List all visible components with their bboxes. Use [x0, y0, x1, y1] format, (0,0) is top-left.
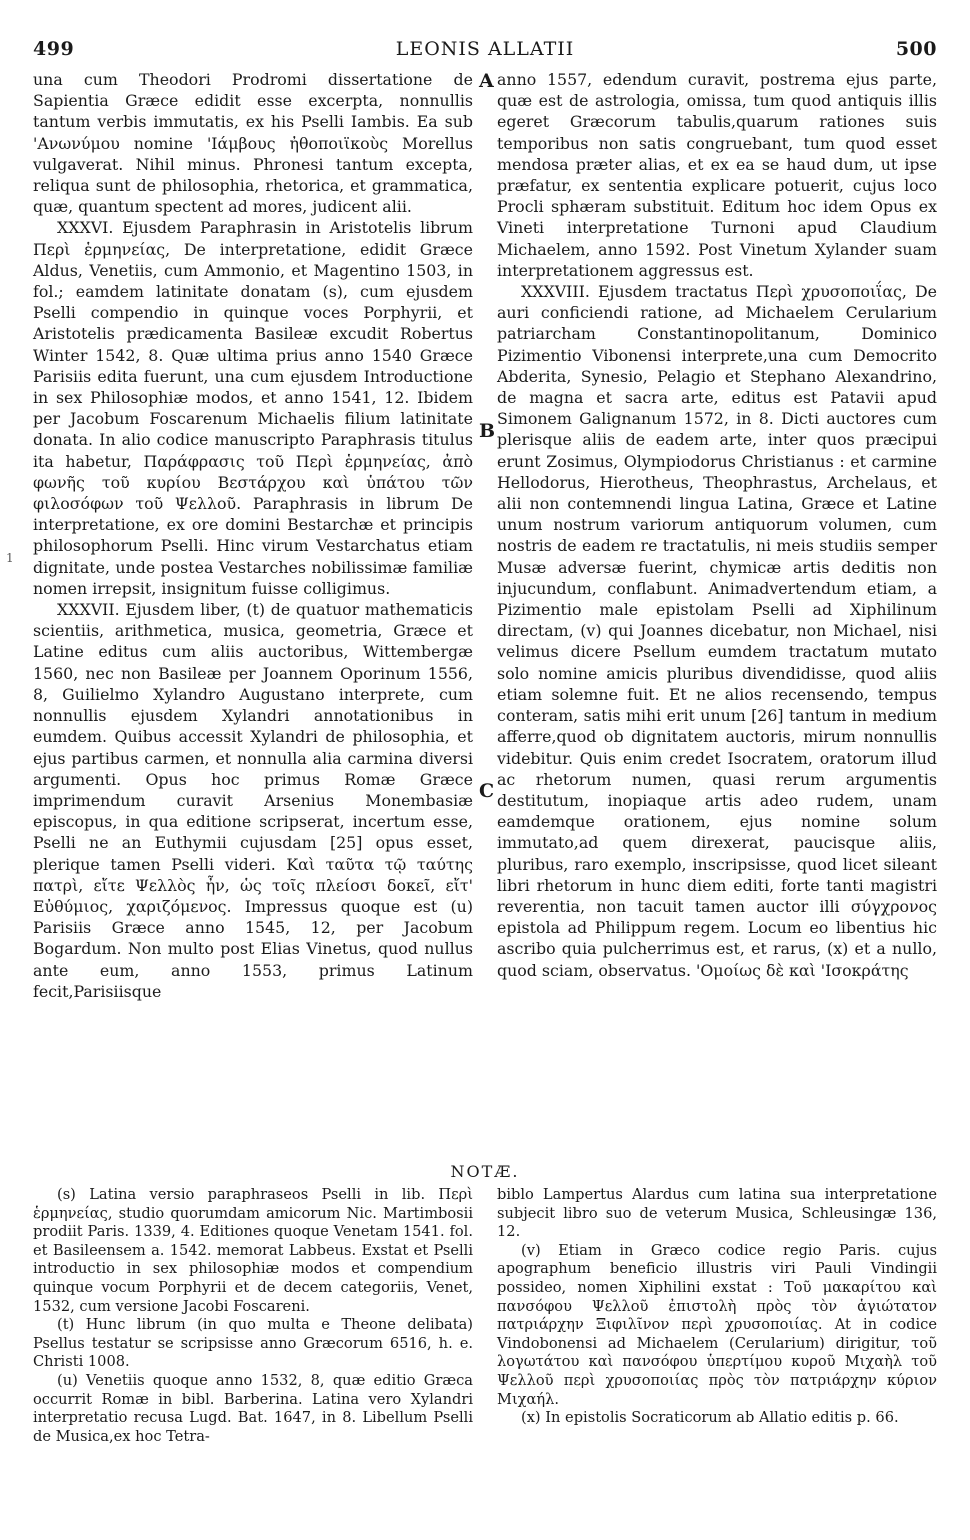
footnote-s: (s) Latina versio paraphraseos Pselli in lib. Περὶ ἑρμηνείας, studio quorumdam amicorum Nic. Martimbosii prodiit Paris. 1339, 4. Editiones quoque Venetam 1541. fol. et Basileensem a. 1542. memorat Labbeus. Exstat et Pselli introductio in sex philosophiæ modos et compendium quinque vocum Porphyrii et de decem categoriis, Venet, 1532, cum versione Jacobi Foscareni.	[33, 1186, 473, 1315]
footnote-v: (v) Etiam in Græco codice regio Paris. cujus apographum beneficio illustris viri Pauli Vindingii possideo, nomen Xiphilini exstat : Τοῦ μακαρίτου καὶ πανσόφου Ψελλοῦ ἐπιστολὴ πρὸς τὸν ἁγιώτατον πατριάρχην Ξιφιλῖνον περὶ χρυσοποιίας. At in codice Vindobonensi ad Michaelem (Cerularium) dirigitur, τοῦ λογωτάτου καὶ πανσόφου ὑπερτίμου κυροῦ Μιχαὴλ τοῦ Ψελλοῦ περὶ χρυσοποιίας πρὸς τὸν πατριάρχην κύριον Μιχαήλ.	[497, 1241, 937, 1408]
paragraph-continuation-right: anno 1557, edendum curavit, postrema ejus parte, quæ est de astrologia, omissa, tum quod antiquis illis egeret Græcorum tabulis,quarum rationes suis temporibus non satis congruebant, tum quod esset mendosa præter alias, et ex ea se haud dum, ut ipse præfatur, ex sententia explicare potuerit, cujus loco Procli sphæram substituit. Editum hoc idem Opus ex Vineti interpretatione Turnoni apud Claudium Michaelem, anno 1592. Post Vinetum Xylander suam interpretationem aggressus est.	[497, 70, 937, 280]
footnote-x: (x) In epistolis Socraticorum ab Allatio editis p. 66.	[521, 1409, 899, 1427]
section-marker-c: C	[479, 780, 495, 802]
footnote-u: (u) Venetiis quoque anno 1532, 8, quæ editio Græca occurrit Romæ in bibl. Barberina. Latina vero Xylandri interpretatio recusa Lugd. Bat. 1647, in 8. Libellum Pselli de Musica,ex hoc Tetra-	[33, 1371, 473, 1445]
left-column	[33, 69, 473, 1002]
footnote-u-continued: biblo Lampertus Alardus cum latina sua interpretatione subjecit libro suo de veterum Musica, Schleusingæ 136, 12.	[497, 1186, 937, 1241]
margin-note: 1	[6, 551, 14, 565]
section-marker-b: B	[479, 420, 496, 442]
running-title: LEONIS ALLATII	[395, 38, 575, 60]
paragraph-xxxvii: XXXVII. Ejusdem liber, (t) de quatuor mathematicis scientiis, arithmetica, musica, geometria, Græce et Latine editus cum aliis auctoribus, Wittembergæ 1560, nec non Basileæ per Joannem Oporinum 1556, 8, Guilielmo Xylandro Augustano interprete, cum nonnullis ejusdem Xylandri annotationibus in eumdem. Quibus accessit Xylandri de philosophia, et ejus partibus carmen, et nonnulla alia carmina diversi argumenti. Opus hoc primus Romæ Græce imprimendum curavit Arsenius Monembasiæ episcopus, in qua editione scripserat, incertum esse, Pselli ne an Euthymii cujusdam [25] opus esset, plerique tamen Pselli videri. Καὶ ταῦτα τῷ ταύτης πατρὶ, εἴτε Ψελλὸς ἦν, ὡς τοῖς πλείοσι δοκεῖ, εἴτ' Εὐθύμιος, χαριζόμενος. Impressus quoque est (u) Parisiis Græce anno 1545, 12, per Jacobum Bogardum. Non multo post Elias Vinetus, quod nullus ante eum, anno 1553, primus Latinum fecit,Parisiisque	[33, 600, 473, 1001]
paragraph-continuation: una cum Theodori Prodromi dissertatione de Sapientia Græce edidit esse excerpta, nonnullis tantum verbis immutatis, ex his Pselli Iambis. Ea sub 'Ανωνύμου nomine 'Ιάμβους ἠθοποιϊκοὺς Morellus vulgaverat. Nihil minus. Phronesi tantum excepta, reliqua sunt de philosophia, rhetorica, et grammatica, quæ, quantum spectent ad mores, judicent alii.	[33, 70, 473, 217]
section-marker-a: A	[479, 70, 494, 92]
page-number-right: 500	[895, 38, 937, 60]
footnote-t: (t) Hunc librum (in quo multa e Theone delibata) Psellus testatur se scripsisse anno Græcorum 6516, h. e. Christi 1008.	[33, 1316, 473, 1371]
right-column	[497, 69, 937, 981]
paragraph-xxxvi: XXXVI. Ejusdem Paraphrasin in Aristotelis librum Περὶ ἑρμηνείας, De interpretatione, edidit Græce Aldus, Venetiis, cum Ammonio, et Magentino 1503, in fol.; eamdem latinitate donatam (s), cum ejusdem Pselli compendio in quinque voces Porphyrii, et Aristotelis prædicamenta Basileæ excudit Robertus Winter 1542, 8. Quæ ultima prius anno 1540 Græce Parisiis edita fuerunt, una cum ejusdem Introductione in sex Philosophiæ modos, et anno 1541, 12. Ibidem per Jacobum Foscarenum Michaelis filium latinitate donata. In alio codice manuscripto Paraphrasis titulus ita habetur, Παράφρασις τοῦ Περὶ ἑρμηνείας, ἀπὸ φωνῆς τοῦ κυρίου Βεστάρχου καὶ ὑπάτου τῶν φιλοσόφων τοῦ Ψελλοῦ. Paraphrasis in librum De interpretatione, ex ore domini Bestarchæ et principis philosophorum Pselli. Hinc virum Vestarchatus etiam dignitate, unde postea Vestarches nobilissimæ familiæ nomen irrepsit, insignitum fuisse colligimus.	[33, 218, 473, 598]
paragraph-xxxviii: XXXVIII. Ejusdem tractatus Περὶ χρυσοποιΐας, De auri conficiendi ratione, ad Michaelem Cerularium patriarcham Constantinopolitanum, Dominico Pizimentio Vibonensi interprete,una cum Democrito Abderita, Synesio, Pelagio et Stephano Alexandrino, de magna et sacra arte, editus est Patavii apud Simonem Galignanum 1572, in 8. Dicti auctores cum plerisque aliis de eadem arte, inter quos præcipui erunt Zosimus, Olympiodorus Christianus : et carmine Hellodorus, Hierotheus, Theophrastus, Archelaus, et alii non contemnendi lingua Latina, Græce et Latine unum nostrum variorum antiquorum volumen, cum nostris de eadem re tractatulis, ni meis studiis semper Musæ adversæ fuerint, chymicæ artis deditis non injucundum, conflabunt. Animadvertendum etiam, a Pizimentio male epistolam Pselli ad Xiphilinum directam, (v) qui Joannes dicebatur, non Michael, nisi velimus dicere Psellum eumdem tractatum mutato solo nomine amicis pluribus divendidisse, quod aliis etiam solemne fuit. Et ne alios recensendo, tempus conteram, satis mihi erit unum [26] tantum in medium afferre,quod ob dignitatem auctoris, mirum nonnullis videbitur. Quis enim credet Isocratem, oratorum illud ac rhetorum numen, quasi rerum argumentis destitutum, inopiaque artis adeo rudem, unam eamdemque orationem, ejus nomine solum immutato,ad quem direxerat, paucisque aliis, pluribus, raro exemplo, inscripsisse, quod licet sileant libri rhetorum in hunc diem editi, forte tanti magistri reverentia, non tacuit tamen auctor illi σύγχρονος epistola ad Philippum regem. Locum eo libentius hic ascribo quia pulcherrimus est, et rarus, (x) et a nullo, quod sciam, observatus. 'Ομοίως δὲ καὶ 'Ισοκράτης	[497, 282, 937, 980]
notes-heading: NOTÆ.	[450, 1162, 520, 1181]
page-header	[33, 38, 937, 64]
footnotes-left	[33, 1186, 473, 1446]
page-number-left: 499	[33, 38, 75, 60]
footnotes-right	[497, 1186, 937, 1428]
